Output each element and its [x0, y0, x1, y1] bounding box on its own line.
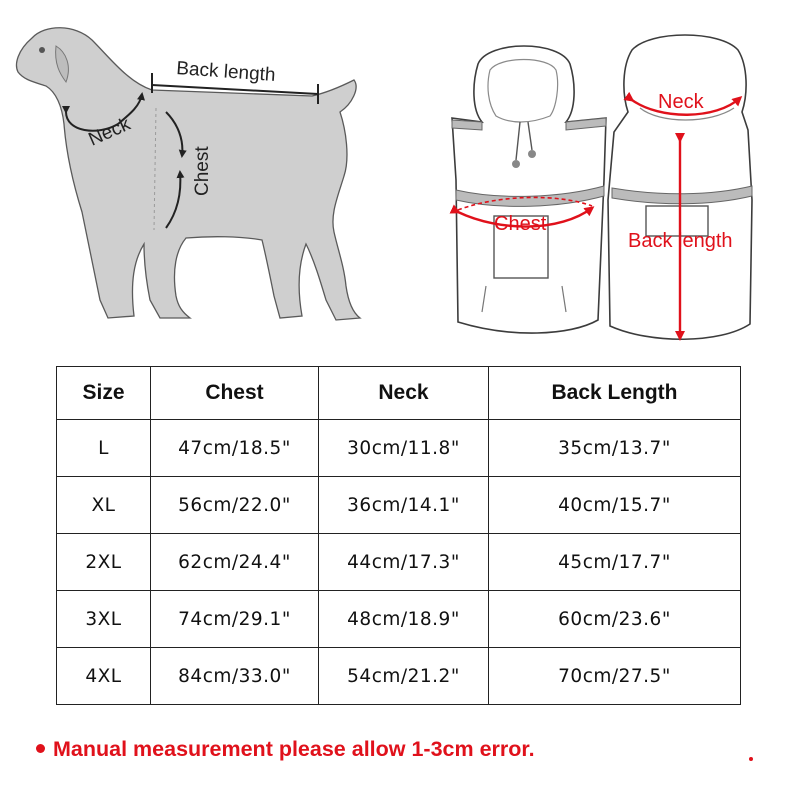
neck-cell: 36cm/14.1"	[319, 477, 489, 534]
table-row	[57, 420, 741, 477]
size-cell: 2XL	[57, 534, 151, 591]
measurement-note	[36, 737, 535, 762]
chest-cell: 47cm/18.5"	[151, 420, 319, 477]
chest-cell: 56cm/22.0"	[151, 477, 319, 534]
red-dot-icon	[749, 757, 753, 761]
raincoat-front-illustration	[452, 46, 606, 333]
chest-cell: 84cm/33.0"	[151, 648, 319, 705]
table-row	[57, 534, 741, 591]
table-header-row	[57, 367, 741, 420]
size-cell: 4XL	[57, 648, 151, 705]
back-length-cell: 40cm/15.7"	[489, 477, 741, 534]
back-length-cell: 45cm/17.7"	[489, 534, 741, 591]
back-length-cell: 60cm/23.6"	[489, 591, 741, 648]
size-cell: XL	[57, 477, 151, 534]
chest-cell: 62cm/24.4"	[151, 534, 319, 591]
back-length-cell: 35cm/13.7"	[489, 420, 741, 477]
neck-cell: 48cm/18.9"	[319, 591, 489, 648]
table-row	[57, 591, 741, 648]
neck-cell: 30cm/11.8"	[319, 420, 489, 477]
bullet-dot-icon	[36, 744, 45, 753]
coat-back-neck-label: Neck	[658, 91, 704, 113]
dog-neck-label: Neck	[85, 113, 134, 151]
table-row	[57, 648, 741, 705]
dog-chest-label: Chest	[192, 146, 213, 196]
measurement-note-text: Manual measurement please allow 1-3cm error.	[53, 737, 535, 761]
back-length-cell: 70cm/27.5"	[489, 648, 741, 705]
table-row	[57, 477, 741, 534]
neck-cell: 44cm/17.3"	[319, 534, 489, 591]
coat-back-length-label: Back length	[628, 230, 733, 252]
size-cell: 3XL	[57, 591, 151, 648]
header-neck: Neck	[319, 367, 489, 420]
dog-back-length-label: Back length	[175, 58, 277, 86]
header-chest: Chest	[151, 367, 319, 420]
header-back-length: Back Length	[489, 367, 741, 420]
measurement-figure	[0, 0, 800, 360]
neck-cell: 54cm/21.2"	[319, 648, 489, 705]
header-size: Size	[57, 367, 151, 420]
size-chart-table	[56, 366, 741, 705]
chest-cell: 74cm/29.1"	[151, 591, 319, 648]
coat-front-chest-label: Chest	[494, 213, 547, 235]
size-cell: L	[57, 420, 151, 477]
